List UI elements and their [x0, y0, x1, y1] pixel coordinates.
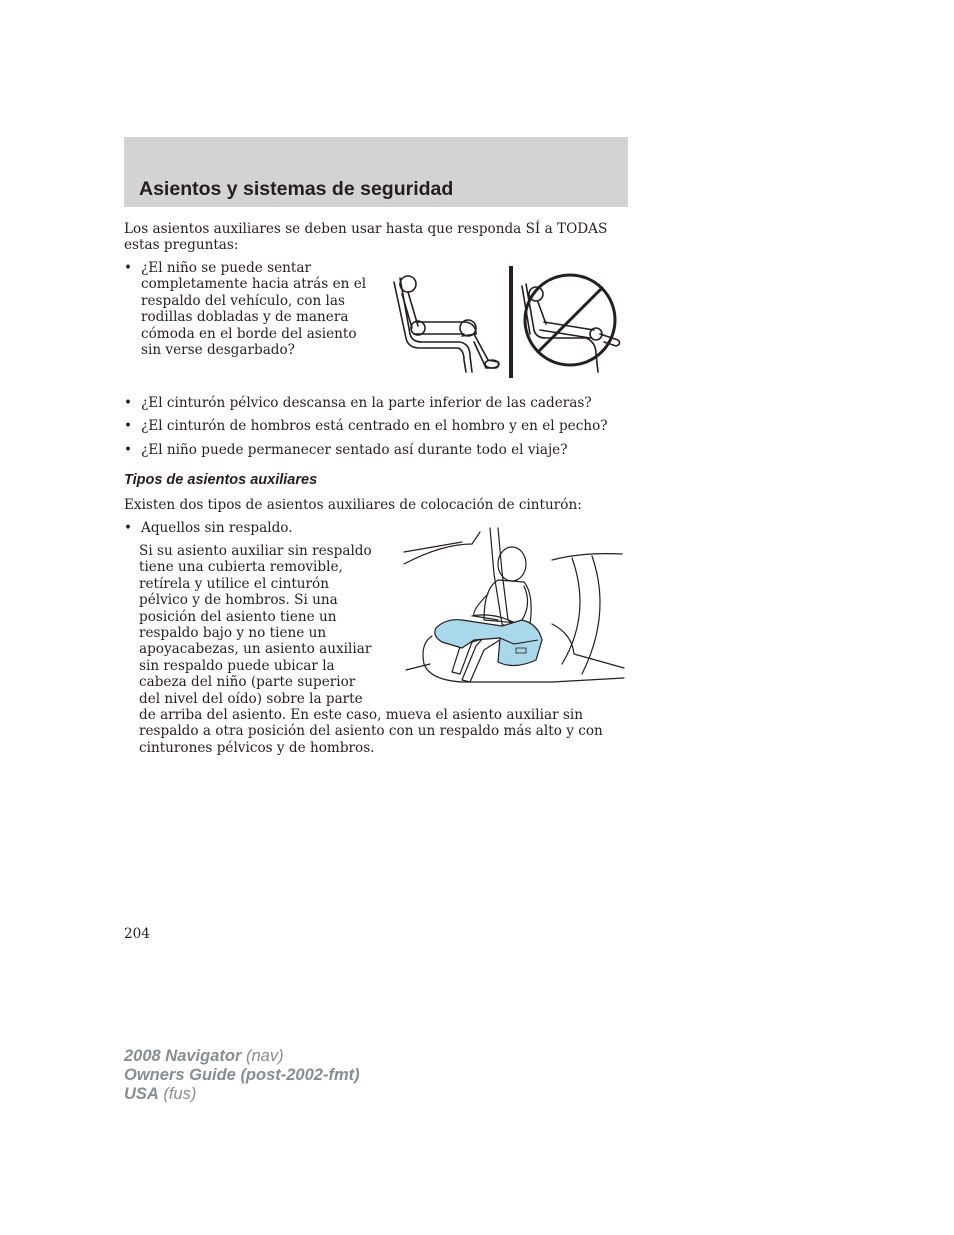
- booster-type-text: Aquellos sin respaldo.: [141, 520, 293, 536]
- section-intro: Existen dos tipos de asientos auxiliares de colocación de cinturón:: [124, 497, 582, 513]
- paragraph-line: respaldo a otra posición del asiento con un respaldo más alto y con: [139, 723, 603, 740]
- bullet-dot: •: [124, 260, 133, 276]
- paragraph-line: de arriba del asiento. En este caso, mueva el asiento auxiliar sin: [139, 707, 583, 723]
- paragraph-line: retírela y utilice el cinturón: [139, 575, 329, 592]
- bullet-dot: •: [124, 418, 133, 434]
- question-1-line: rodillas dobladas y de manera: [141, 309, 349, 326]
- footer-market-code: (fus): [158, 1085, 197, 1103]
- footer-guide: Owners Guide (post-2002-fmt): [124, 1066, 360, 1084]
- seating-position-figure: [390, 264, 630, 382]
- paragraph-line: pélvico y de hombros. Si una: [139, 592, 338, 609]
- section-heading: Tipos de asientos auxiliares: [124, 472, 318, 488]
- question-1-line: ¿El niño se puede sentar: [141, 260, 311, 276]
- question-1-line: sin verse desgarbado?: [141, 342, 295, 358]
- paragraph-line: tiene una cubierta removible,: [139, 559, 343, 576]
- footer-line-2: [124, 1066, 360, 1085]
- paragraph-line: posición del asiento tiene un: [139, 608, 337, 625]
- footer-line-3: [124, 1085, 360, 1104]
- footer-model-code: (nav): [241, 1047, 284, 1065]
- paragraph-line: sin respaldo puede ubicar la: [139, 657, 335, 674]
- document-footer: [124, 1047, 360, 1104]
- bullet-dot: •: [124, 395, 133, 411]
- booster-seat: [435, 620, 542, 666]
- paragraph-line: del nivel del oído) sobre la parte: [139, 690, 363, 707]
- header-band: [124, 137, 628, 207]
- intro-line-2: estas preguntas:: [124, 237, 239, 253]
- paragraph-line: respaldo bajo y no tiene un: [139, 625, 327, 641]
- paragraph-line: cabeza del niño (parte superior: [139, 674, 356, 691]
- intro-line-1: Los asientos auxiliares se deben usar hasta que responda SÍ a TODAS: [124, 221, 608, 237]
- bullet-dot: •: [124, 442, 133, 458]
- footer-model: 2008 Navigator: [124, 1047, 242, 1065]
- question-1-line: respaldo del vehículo, con las: [141, 292, 345, 309]
- backless-booster-figure: [402, 524, 626, 690]
- question-1-line: cómoda en el borde del asiento: [141, 325, 357, 342]
- footer-market: USA: [124, 1085, 159, 1103]
- question-1-line: completamente hacia atrás en el: [141, 276, 367, 293]
- question-text: ¿El niño puede permanecer sentado así durante todo el viaje?: [141, 442, 568, 458]
- paragraph-line: cinturones pélvicos y de hombros.: [139, 739, 375, 756]
- paragraph-line: Si su asiento auxiliar sin respaldo: [139, 543, 372, 559]
- bullet-dot: •: [124, 520, 133, 536]
- question-text: ¿El cinturón pélvico descansa en la parte inferior de las caderas?: [141, 395, 592, 411]
- question-text: ¿El cinturón de hombros está centrado en el hombro y en el pecho?: [141, 418, 608, 434]
- figure-divider: [509, 266, 513, 378]
- page-title: Asientos y sistemas de seguridad: [139, 178, 454, 200]
- paragraph-line: apoyacabezas, un asiento auxiliar: [139, 641, 372, 658]
- page-number: 204: [124, 926, 150, 942]
- footer-line-1: [124, 1047, 360, 1066]
